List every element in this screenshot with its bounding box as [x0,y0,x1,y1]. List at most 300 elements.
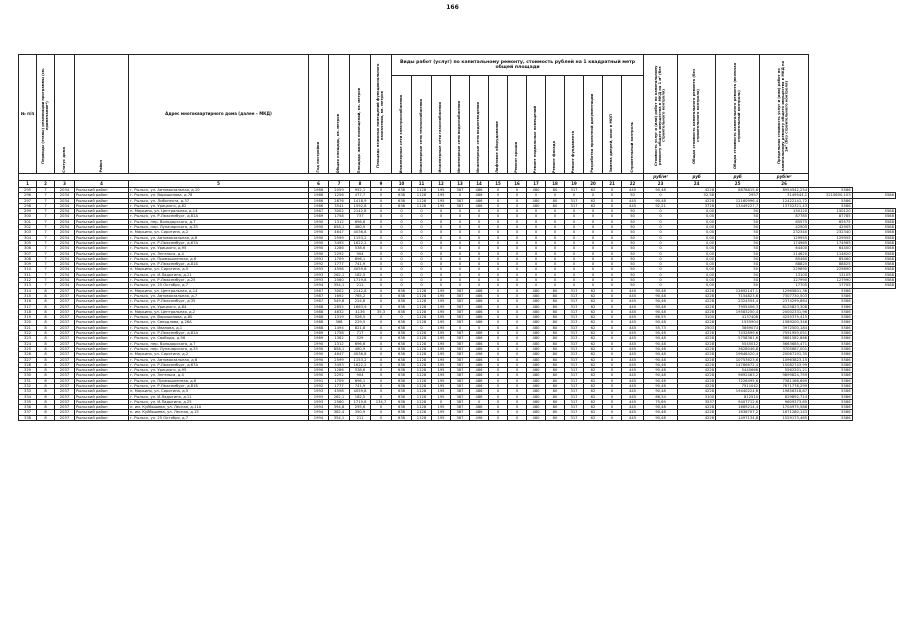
table-cell: 0 [565,272,584,277]
table-cell: 0 [508,368,527,373]
table-cell: 0 [451,219,470,224]
table-cell: 0 [584,214,603,219]
table-cell: 4228 [678,389,716,394]
table-cell: 0,00 [678,283,716,288]
table-cell: 5881582,866 [760,336,809,341]
table-cell: 50 [622,209,644,214]
table-cell: 338 [19,415,37,420]
table-cell: 211 [350,415,371,420]
table-cell: 195 [432,288,451,293]
table-cell: 62 [584,320,603,325]
table-cell: 0,00 [678,246,716,251]
table-cell: 2034 [55,267,75,272]
table-cell: 3100 [678,315,716,320]
table-cell: 90,48 [644,331,678,336]
table-cell: 0 [432,256,451,261]
table-cell: 50 [622,230,644,235]
table-cell: 5588 [852,251,895,256]
table-cell: 2034 [55,246,75,251]
table-cell: 2037 [55,389,75,394]
table-cell: 0 [508,283,527,288]
table-cell: 445 [622,373,644,378]
table-cell: 80 [546,304,565,309]
table-cell: 445 [622,368,644,373]
table-cell: 1669214,4 [716,405,760,410]
table-cell: 2292 [329,373,350,378]
table-cell: 229,5 [350,320,371,325]
table-cell: п. Марьино, ул. Центральная, д.14 [129,209,309,214]
table-cell: 50 [622,225,644,230]
table-cell: 1128 [412,315,432,320]
table-cell: 480 [527,352,546,357]
table-cell: 0 [603,336,622,341]
table-cell: 114620 [809,251,852,256]
table-cell: Рыльский район [75,373,129,378]
table-cell: 195 [432,362,451,367]
table-cell: 80 [546,352,565,357]
table-cell: 0 [603,278,622,283]
capital-repair-table-wrapper [18,54,896,421]
table-cell: 2034 [55,272,75,277]
units-spacer [19,174,644,181]
table-cell: 1153,2 [350,357,371,362]
table-cell: 445 [622,357,644,362]
table-cell: Рыльский район [75,320,129,325]
table-cell: Рыльский район [75,357,129,362]
table-cell: 486 [470,193,489,198]
table-cell: г. Рыльск, ул. Р.Люксембург, д.67А [129,240,309,245]
table-cell: 4059,8 [350,389,371,394]
table-cell: 1990 [309,352,329,357]
table-cell: 4647 [329,352,350,357]
table-cell: 4228 [678,346,716,351]
table-cell: 50 [622,240,644,245]
table-cell: 299 [19,209,37,214]
table-cell: 0 [603,399,622,404]
column-number: 22 [622,181,644,188]
table-cell: 7 [37,203,55,208]
table-cell: 13449227,7 [716,203,760,208]
table-cell: 368 [329,320,350,325]
table-cell: 480 [527,293,546,298]
table-cell: 638 [392,341,412,346]
table-cell: 0 [371,304,392,309]
header-project-docs: Разработка проектной документации [584,76,603,174]
table-cell: 480 [527,203,546,208]
table-cell: 2037 [55,352,75,357]
table-cell: 1128 [412,389,432,394]
table-cell: 4228 [678,198,716,203]
table-cell: 195 [432,341,451,346]
table-cell: 308 [19,256,37,261]
table-cell: 62 [584,410,603,415]
table-cell: 0 [371,219,392,224]
table-cell: 0 [489,405,508,410]
table-cell: 1758 [329,214,350,219]
table-cell: 0,00 [678,272,716,277]
table-cell: 0 [603,389,622,394]
table-cell: 7 [37,272,55,277]
table-cell: 0 [527,230,546,235]
table-cell: 62 [584,373,603,378]
table-cell: 0 [603,368,622,373]
table-cell: 129955 [809,235,852,240]
table-cell: 88825 [809,262,852,267]
table-cell: 0,00 [678,267,716,272]
table-cell: 445 [622,378,644,383]
table-cell: 317 [565,405,584,410]
table-cell: 0 [527,267,546,272]
table-cell: 85460 [760,256,809,261]
table-cell: 317 [565,315,584,320]
table-cell: 445 [622,299,644,304]
table-cell: 50 [716,214,760,219]
table-cell: 0 [644,214,678,219]
table-cell: Рыльский район [75,309,129,314]
table-cell: 0 [451,214,470,219]
table-cell: 7591959,051 [760,331,809,336]
table-cell: 8 [37,415,55,420]
table-cell: 5586 [809,341,852,346]
table-cell: 2034 [55,230,75,235]
table-cell: 4136 [350,309,371,314]
table-cell: 50 [622,219,644,224]
table-cell: 317 [565,188,584,193]
table-cell: г. Рыльск, ул. Ворошилова, д.78 [129,193,309,198]
table-cell: 65575 [809,219,852,224]
table-cell: 0 [603,193,622,198]
table-cell: 2034 [55,283,75,288]
table-cell: 309 [19,262,37,267]
table-cell: 90,48 [644,346,678,351]
table-cell: 317 [565,389,584,394]
table-cell: 2037 [55,415,75,420]
table-cell: 387 [451,203,470,208]
table-cell: 317 [565,368,584,373]
table-cell: 0 [527,214,546,219]
table-cell: 445 [622,304,644,309]
table-cell: 3537 [678,399,716,404]
table-cell: 62 [584,383,603,388]
table-cell: 2599 [329,235,350,240]
table-cell: 0,00 [678,256,716,261]
table-cell: 1128 [412,410,432,415]
table-cell: 0 [489,410,508,415]
table-cell: 0 [371,405,392,410]
table-cell: 1993 [309,278,329,283]
table-cell: 90,48 [644,309,678,314]
table-cell: 4228 [678,188,716,193]
table-cell: 64400 [809,246,852,251]
table-cell: 0 [371,283,392,288]
table-cell: 114620 [760,251,809,256]
table-cell: 0 [527,193,546,198]
table-cell: 0 [489,214,508,219]
table-cell: 5562201,21 [760,368,809,373]
table-cell: 7 [37,278,55,283]
table-cell: 90,48 [644,341,678,346]
table-cell: 1128 [412,336,432,341]
table-cell: 0 [603,304,622,309]
table-cell: 80 [546,198,565,203]
table-cell: 1994 [309,283,329,288]
table-cell: 486 [470,389,489,394]
table-cell: 174965 [760,240,809,245]
table-cell: 0 [603,219,622,224]
table-cell: 2037 [55,378,75,383]
table-cell: 2034 [55,235,75,240]
table-cell: 445 [622,325,644,330]
table-cell: 304 [19,235,37,240]
table-cell: 0 [392,315,412,320]
table-cell: 638 [392,304,412,309]
table-cell: 3495 [329,240,350,245]
table-cell: 19856318,87 [760,389,809,394]
table-cell: 0 [603,283,622,288]
table-cell: п. Марьино, ул. Сиротина, д.2 [129,230,309,235]
table-cell: 0,00 [678,225,716,230]
table-cell: 35,3 [371,309,392,314]
table-cell: 0 [527,262,546,267]
table-cell: 638 [392,399,412,404]
table-cell: 0 [371,267,392,272]
table-cell: 80 [546,188,565,193]
table-cell: 0 [489,315,508,320]
table-cell: 0 [527,225,546,230]
table-cell: 4228 [678,299,716,304]
table-cell: 50 [716,230,760,235]
table-cell: 0 [470,214,489,219]
table-cell: 229890 [809,267,852,272]
table-cell: г. Рыльск, ул. Промышленная, д.6 [129,378,309,383]
table-cell: 80 [546,315,565,320]
table-cell: 195 [432,357,451,362]
table-cell: г. Рыльск, ул. Урицкого, д.95 [129,246,309,251]
table-cell: 335 [19,399,37,404]
table-cell: 1128 [412,346,432,351]
table-cell: Рыльский район [75,405,129,410]
table-cell: 0 [603,415,622,420]
table-cell: 1153,2 [350,235,371,240]
table-cell: 1993 [309,389,329,394]
table-cell: 195 [432,309,451,314]
table-cell: 62 [584,341,603,346]
table-cell: 0 [603,352,622,357]
table-cell: 5586 [809,389,852,394]
table-cell: 0 [451,262,470,267]
table-cell: 8 [37,315,55,320]
table-cell: 0 [392,256,412,261]
table-cell: 62 [584,188,603,193]
table-cell: 1592,8 [350,203,371,208]
table-cell: 486 [470,357,489,362]
table-cell: 0 [371,246,392,251]
table-cell: 19583250,4 [716,309,760,314]
table-cell: Рыльский район [75,219,129,224]
table-cell: 529 [350,336,371,341]
table-cell: г. Рыльск, ул. И.Ладыгина, д.11 [129,272,309,277]
table-cell: 5588 [852,267,895,272]
table-cell: 42905 [809,225,852,230]
table-cell: 5586 [809,293,852,298]
table-cell: 14766672,4 [716,362,760,367]
table-cell: 5586 [809,373,852,378]
table-cell: Рыльский район [75,246,129,251]
table-cell: 0 [412,240,432,245]
table-cell: 1992 [309,262,329,267]
table-cell: 80 [546,299,565,304]
table-cell: 858,1 [329,225,350,230]
table-cell: 0 [584,240,603,245]
table-cell: 445 [622,331,644,336]
table-cell: 50 [622,283,644,288]
table-cell: 4059,8 [350,267,371,272]
table-cell: 318 [19,309,37,314]
table-cell: 0 [603,346,622,351]
table-cell: г. Рыльск, ул. 25 Октября, д.7 [129,415,309,420]
table-cell: 0 [603,230,622,235]
table-cell: 8 [37,346,55,351]
table-cell: 387 [451,288,470,293]
table-cell: Рыльский район [75,193,129,198]
table-cell: 0 [451,325,470,330]
table-cell: 324 [19,341,37,346]
table-cell: 0 [371,198,392,203]
table-cell: 0 [371,272,392,277]
table-cell: 5586 [809,346,852,351]
table-cell: 2034 [55,214,75,219]
table-cell: 195 [432,315,451,320]
table-cell: 2957 [716,193,760,198]
table-cell: 87785 [760,214,809,219]
table-cell: 2037 [55,373,75,378]
table-cell: 1312 [329,219,350,224]
table-cell: 90,48 [644,362,678,367]
table-cell: 1709 [329,256,350,261]
table-cell: 0 [371,293,392,298]
table-cell: 0 [412,262,432,267]
table-cell: 62 [584,357,603,362]
column-number: 7 [329,181,350,188]
table-cell: 952,1 [350,188,371,193]
table-cell: 317 [565,394,584,399]
table-cell: 0 [565,246,584,251]
table-cell: 5586 [809,331,852,336]
table-cell: 0 [470,267,489,272]
table-cell: 317 [565,304,584,309]
table-cell: Рыльский район [75,235,129,240]
table-cell: 0 [644,193,678,198]
table-cell: 387 [451,368,470,373]
table-cell: 387 [451,346,470,351]
table-cell: 0 [432,262,451,267]
table-cell: 486 [470,331,489,336]
table-cell: 5586 [809,188,852,193]
table-cell: 12692147,1 [716,288,760,293]
table-cell: 62 [584,293,603,298]
table-cell: 1128 [412,193,432,198]
table-cell: 445 [622,389,644,394]
table-cell: 90,48 [644,373,678,378]
header-basement: Ремонт подвальных помещений [527,76,546,174]
table-cell: 2037 [55,394,75,399]
table-cell: 0 [470,235,489,240]
table-cell: 0 [508,230,527,235]
table-cell: 4228 [678,336,716,341]
table-cell: 0 [451,240,470,245]
table-cell: 295 [19,188,37,193]
table-cell: 50 [716,209,760,214]
table-cell: 0 [412,283,432,288]
table-cell: 0 [371,341,392,346]
table-cell: 0 [565,230,584,235]
table-cell: 486 [470,315,489,320]
table-cell: 232340 [760,230,809,235]
table-cell: 0 [392,235,412,240]
table-cell: 0 [508,352,527,357]
table-cell: 50 [622,214,644,219]
table-cell: 317 [565,203,584,208]
table-cell: 195 [432,203,451,208]
table-cell: 195 [432,346,451,351]
header-doors-windows: Замена дверей, окон в МОП [603,76,622,174]
table-cell: 62 [584,288,603,293]
table-cell: 0 [432,272,451,277]
table-cell: 0 [584,283,603,288]
table-cell: 1994 [309,405,329,410]
header-facade: Ремонт фасада [546,76,565,174]
table-cell: 1128 [412,373,432,378]
table-cell: 8954542,254 [760,188,809,193]
column-number: 15 [489,181,508,188]
table-cell: 1990 [309,225,329,230]
table-cell: г. Рыльск, ул. Автовокзальная, д.6 [129,357,309,362]
table-cell: 1990 [309,230,329,235]
table-cell: 7 [37,246,55,251]
table-cell: 0 [392,230,412,235]
table-cell: 0 [508,357,527,362]
table-cell: г. Рыльск, ул. Иванова, д.1 [129,325,309,330]
table-cell: 0 [546,278,565,283]
table-cell: 2037 [55,304,75,309]
table-cell: 1692 [329,293,350,298]
table-cell: 1494 [329,325,350,330]
table-cell: 0 [489,251,508,256]
table-cell: 1128 [412,293,432,298]
table-cell: 1128 [412,362,432,367]
table-cell: Рыльский район [75,209,129,214]
table-cell: 480 [527,368,546,373]
table-cell: 3002 [329,209,350,214]
table-cell: 5586 [809,325,852,330]
table-cell: 0 [412,209,432,214]
table-cell: 0 [508,209,527,214]
table-cell: 0 [603,362,622,367]
table-cell: 80 [546,341,565,346]
table-cell: 0 [584,262,603,267]
table-cell: 2034 [55,262,75,267]
table-cell: 445 [622,383,644,388]
table-cell: 302 [19,225,37,230]
table-cell: п. им. Куйбышева, ул. Лесная, д.15 [129,410,309,415]
table-cell: г. Рыльск, ул. Р.Люксембург, д.35 [129,299,309,304]
table-cell: 0 [371,225,392,230]
table-cell: 62 [584,315,603,320]
table-cell: 195 [432,415,451,420]
table-cell: 0,00 [678,230,716,235]
table-cell: 2037 [55,362,75,367]
table-cell: 2037 [55,336,75,341]
